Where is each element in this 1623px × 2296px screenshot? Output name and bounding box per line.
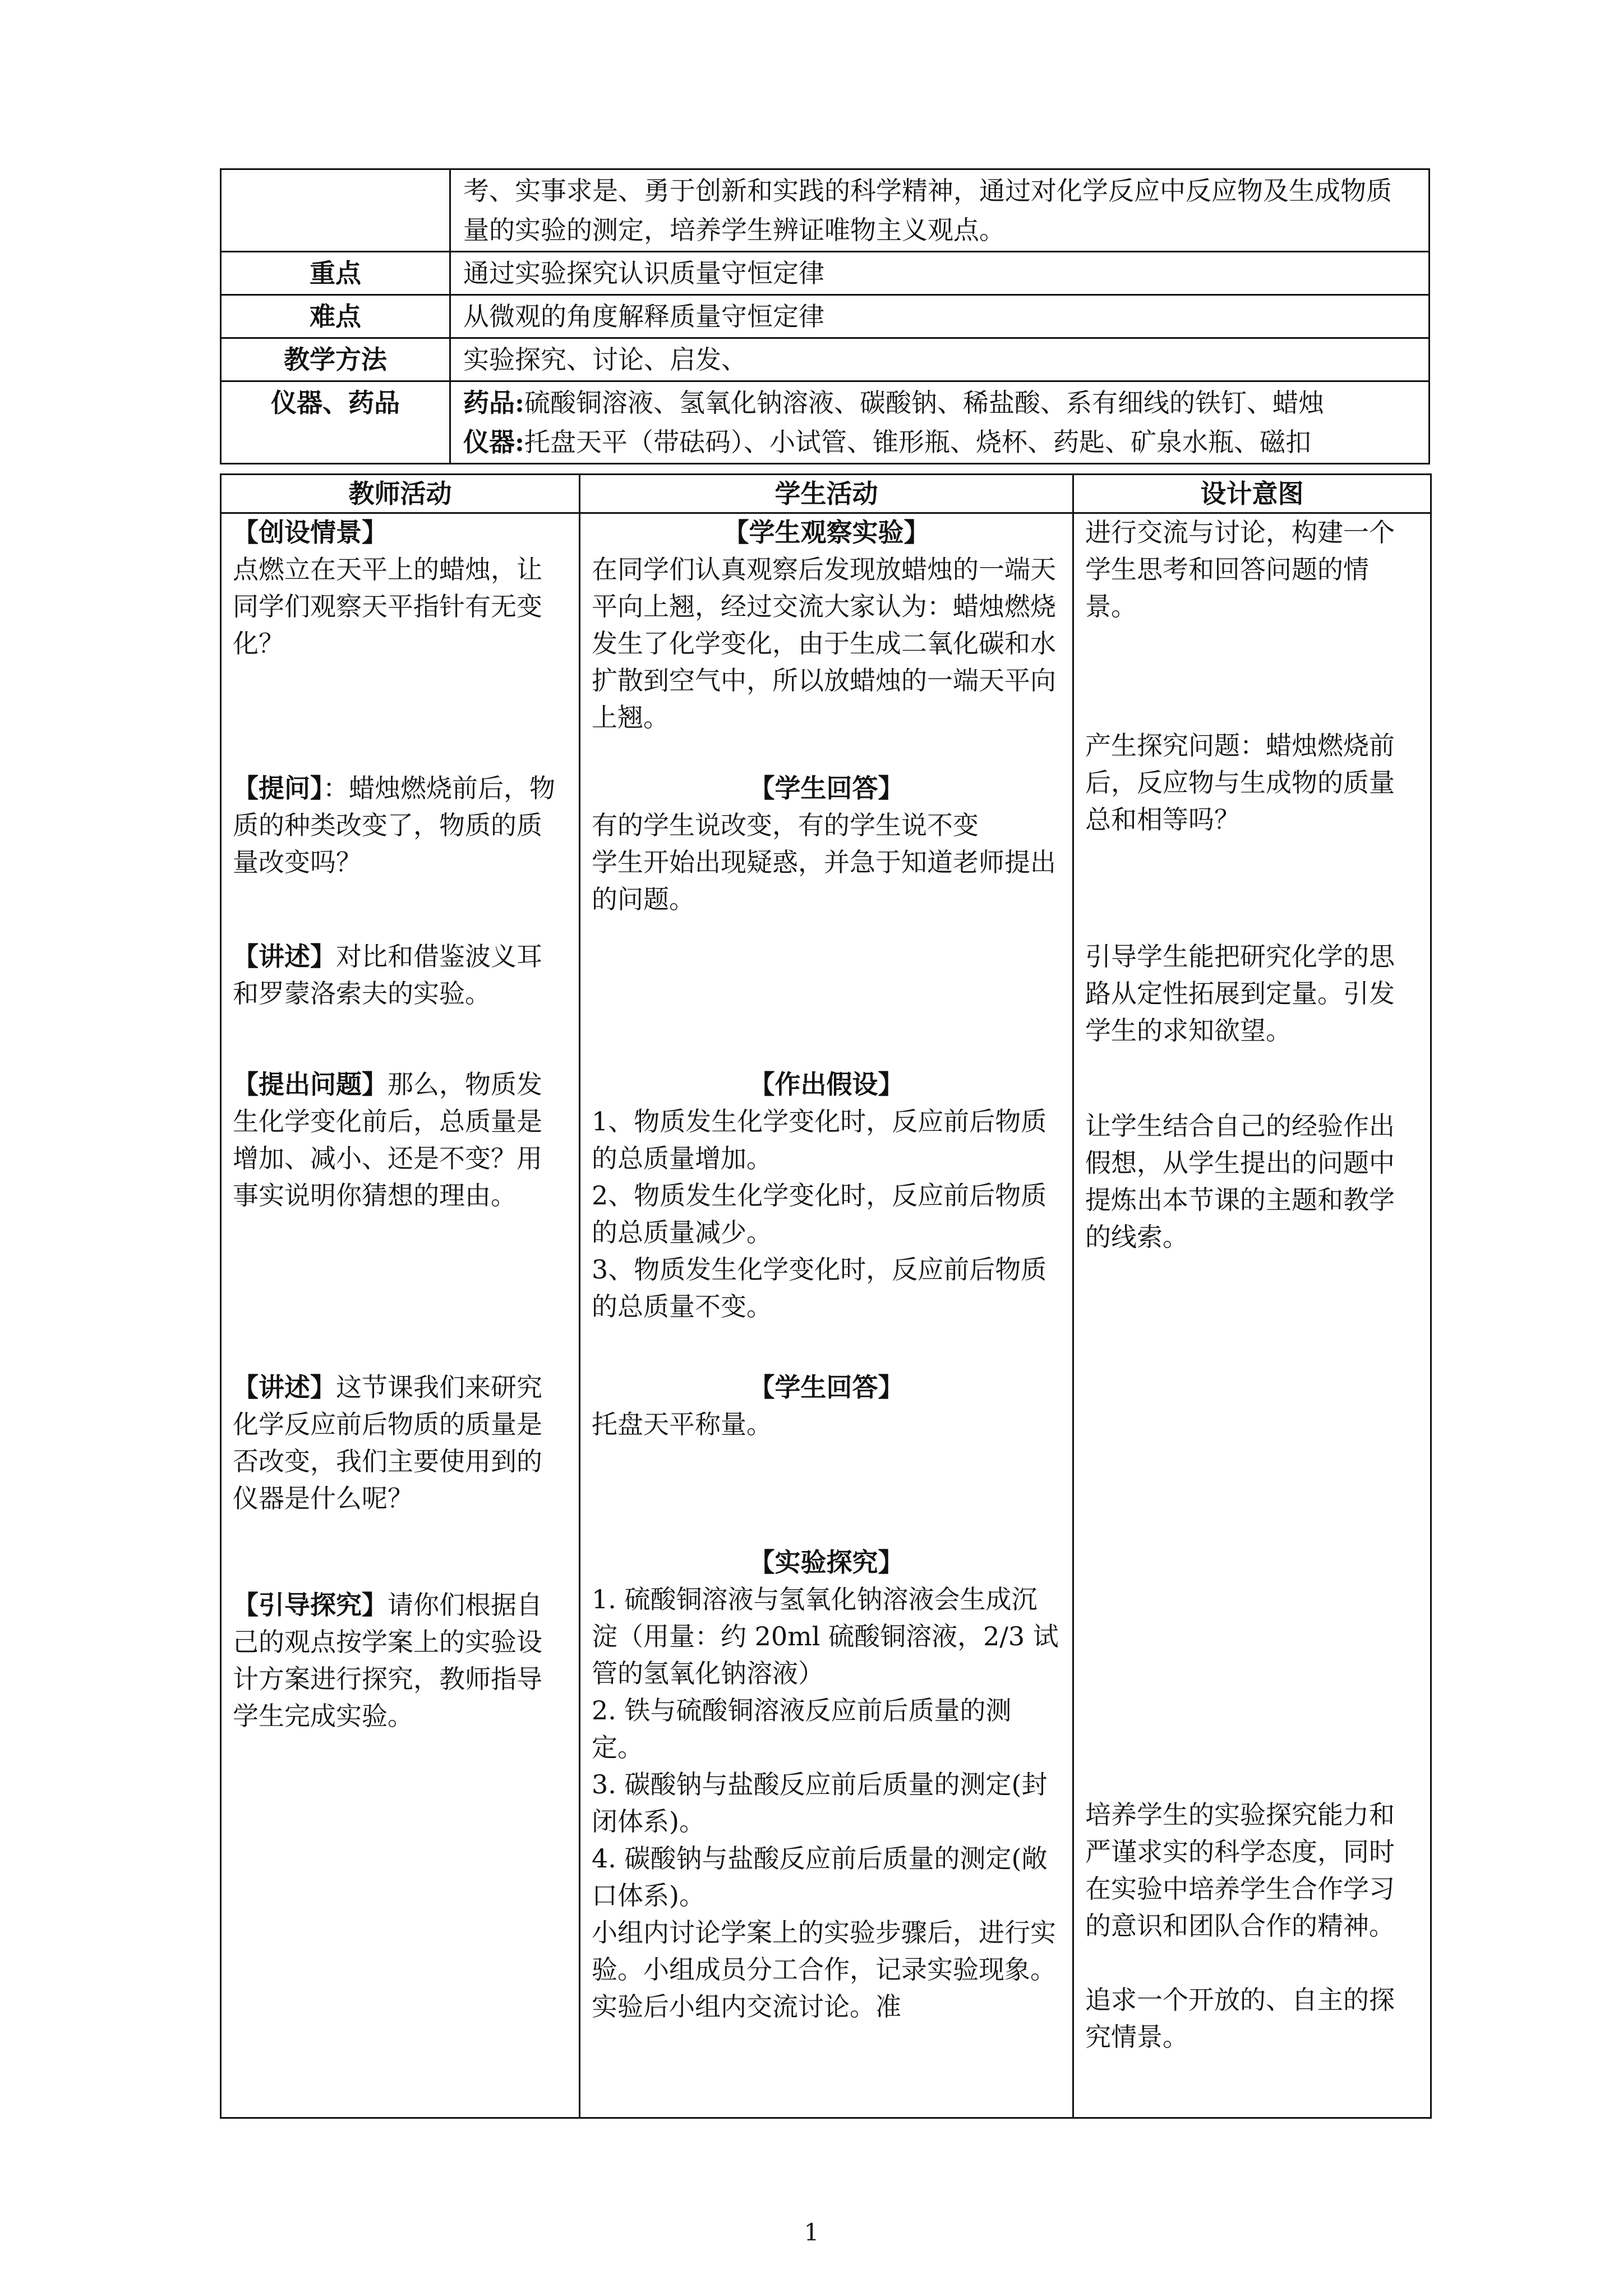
teacher-tag: 【提出问题】 xyxy=(233,1069,388,1099)
student-heading: 【学生回答】 xyxy=(749,1372,904,1402)
teacher-block-scenario xyxy=(233,514,568,662)
student-block-hypothesis xyxy=(592,1066,1061,1325)
activity-header-row xyxy=(221,475,1431,513)
student-heading: 【学生观察实验】 xyxy=(723,517,930,547)
difficulty-label: 难点 xyxy=(221,295,450,338)
drugs-label: 药品: xyxy=(463,388,524,418)
teacher-block-question xyxy=(233,770,568,881)
student-block-answer-2 xyxy=(592,1369,1061,1443)
materials-value xyxy=(450,381,1430,464)
empty-label-cell xyxy=(221,169,450,252)
instruments-value: 托盘天平（带砝码）、小试管、锥形瓶、烧杯、药匙、矿泉水瓶、磁扣 xyxy=(524,427,1311,457)
design-header: 设计意图 xyxy=(1073,475,1431,513)
student-block-experiment xyxy=(592,1544,1061,2025)
student-text: 1、物质发生化学变化时，反应前后物质的总质量增加。 xyxy=(592,1106,1047,1174)
objective-cont-row xyxy=(221,169,1430,252)
student-column xyxy=(580,513,1073,2118)
student-text: 4. 碳酸钠与盐酸反应前后质量的测定(敞口体系)。 xyxy=(592,1843,1048,1911)
teacher-column xyxy=(221,513,580,2118)
student-header: 学生活动 xyxy=(580,475,1073,513)
student-text: 学生开始出现疑惑，并急于知道老师提出的问题。 xyxy=(592,847,1056,914)
teacher-tag: 【讲述】 xyxy=(233,941,336,972)
design-text: 引导学生能把研究化学的思路从定性拓展到定量。引发学生的求知欲望。 xyxy=(1085,941,1395,1046)
student-text: 在同学们认真观察后发现放蜡烛的一端天平向上翘，经过交流大家认为：蜡烛燃烧发生了化学变化，由于生成二氧化碳和水扩散到空气中，所以放蜡烛的一端天平向上翘。 xyxy=(592,554,1056,733)
method-row xyxy=(221,338,1430,381)
key-point-value: 通过实验探究认识质量守恒定律 xyxy=(450,252,1430,295)
student-text: 1. 硫酸铜溶液与氢氧化钠溶液会生成沉淀（用量：约 20ml 硫酸铜溶液，2/3 试管的氢氧化钠溶液） xyxy=(592,1584,1059,1688)
objective-cont-text: 考、实事求是、勇于创新和实践的科学精神，通过对化学反应中反应物及生成物质量的实验的测定，培养学生辨证唯物主义观点。 xyxy=(450,169,1430,252)
teacher-block-guide xyxy=(233,1586,568,1734)
teacher-tag: 【提问】 xyxy=(233,773,323,803)
drugs-value: 硫酸铜溶液、氢氧化钠溶液、碳酸钠、稀盐酸、系有细线的铁钉、蜡烛 xyxy=(524,388,1324,418)
student-text: 小组内讨论学案上的实验步骤后，进行实验。小组成员分工合作，记录实验现象。实验后小组内交流讨论。准 xyxy=(592,1917,1056,2022)
teacher-tag: 【创设情景】 xyxy=(233,517,388,547)
page-number: 1 xyxy=(804,2219,819,2246)
difficulty-row xyxy=(221,295,1430,338)
teacher-tag: 【引导探究】 xyxy=(233,1590,388,1620)
method-value: 实验探究、讨论、启发、 xyxy=(450,338,1430,381)
design-text: 让学生结合自己的经验作出假想，从学生提出的问题中提炼出本节课的主题和教学的线索。 xyxy=(1085,1111,1395,1252)
design-text: 进行交流与讨论，构建一个学生思考和回答问题的情景。 xyxy=(1085,517,1395,622)
instruments-label: 仪器: xyxy=(463,427,524,457)
teacher-block-pose-question xyxy=(233,1066,568,1214)
teacher-text: 请你们根据自己的观点按学案上的实验设计方案进行探究，教师指导学生完成实验。 xyxy=(233,1590,542,1731)
student-text: 3、物质发生化学变化时，反应前后物质的总质量不变。 xyxy=(592,1254,1047,1322)
student-text: 托盘天平称量。 xyxy=(592,1409,772,1439)
teacher-block-narrate xyxy=(233,938,568,1012)
materials-row xyxy=(221,381,1430,464)
teacher-block-narrate-2 xyxy=(233,1369,568,1517)
student-block-observe xyxy=(592,514,1061,736)
teacher-text: 点燃立在天平上的蜡烛，让同学们观察天平指针有无变化？ xyxy=(233,554,542,659)
method-label: 教学方法 xyxy=(221,338,450,381)
key-point-row xyxy=(221,252,1430,295)
design-column xyxy=(1073,513,1431,2118)
teacher-text: 这节课我们来研究化学反应前后物质的质量是否改变，我们主要使用到的仪器是什么呢？ xyxy=(233,1372,542,1513)
materials-label: 仪器、药品 xyxy=(221,381,450,464)
student-text: 2、物质发生化学变化时，反应前后物质的总质量减少。 xyxy=(592,1180,1047,1248)
student-heading: 【学生回答】 xyxy=(749,773,904,803)
student-text: 3. 碳酸钠与盐酸反应前后质量的测定(封闭体系)。 xyxy=(592,1769,1048,1837)
key-point-label: 重点 xyxy=(221,252,450,295)
drugs-line xyxy=(463,383,1416,422)
design-text: 追求一个开放的、自主的探究情景。 xyxy=(1085,1985,1395,2052)
design-text: 培养学生的实验探究能力和严谨求实的科学态度，同时在实验中培养学生合作学习的意识和团队合作的精神。 xyxy=(1085,1800,1395,1941)
teacher-text: 对比和借鉴波义耳和罗蒙洛索夫的实验。 xyxy=(233,941,542,1009)
student-text: 有的学生说改变，有的学生说不变 xyxy=(592,810,979,840)
info-table xyxy=(220,168,1430,464)
teacher-text: 那么，物质发生化学变化前后，总质量是增加、减小、还是不变？用事实说明你猜想的理由。 xyxy=(233,1069,542,1211)
instruments-line xyxy=(463,422,1416,462)
student-block-answer xyxy=(592,770,1061,918)
activity-body-row xyxy=(221,513,1431,2118)
student-heading: 【实验探究】 xyxy=(749,1547,904,1577)
teacher-tag: 【讲述】 xyxy=(233,1372,336,1402)
student-heading: 【作出假设】 xyxy=(749,1069,904,1099)
student-text: 2. 铁与硫酸铜溶液反应前后质量的测定。 xyxy=(592,1695,1012,1763)
design-text: 产生探究问题：蜡烛燃烧前后，反应物与生成物的质量总和相等吗？ xyxy=(1085,730,1395,835)
teacher-header: 教师活动 xyxy=(221,475,580,513)
difficulty-value: 从微观的角度解释质量守恒定律 xyxy=(450,295,1430,338)
teacher-text: ：蜡烛燃烧前后，物质的种类改变了，物质的质量改变吗？ xyxy=(233,773,555,877)
activity-table xyxy=(220,473,1432,2119)
